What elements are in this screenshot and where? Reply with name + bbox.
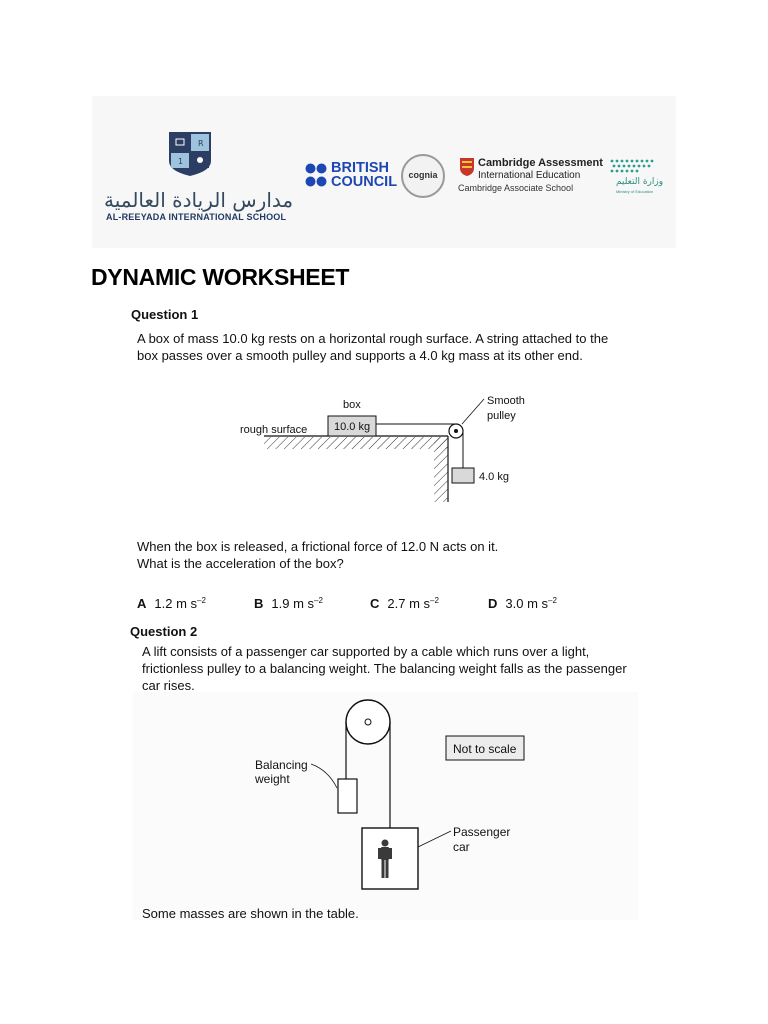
pulley-label-1: Smooth: [487, 395, 525, 407]
car-pointer: [418, 831, 451, 847]
car-label-2: car: [453, 840, 470, 854]
question1-text: [137, 330, 608, 364]
question1-text-line1: A box of mass 10.0 kg rests on a horizontal rough surface. A string attached to the: [137, 331, 609, 346]
question1-text-line2: box passes over a smooth pulley and supports a 4.0 kg mass at its other end.: [137, 348, 583, 363]
pulley-label-2: pulley: [487, 410, 516, 422]
option-d-value: 3.0 m s: [505, 596, 549, 611]
question1-prompt-line2: What is the acceleration of the box?: [137, 556, 344, 571]
british-council-dots-icon: [305, 162, 327, 188]
weight-label-2: weight: [255, 772, 290, 786]
ministry-name-english: Ministry of Education: [616, 189, 654, 194]
cognia-logo: [401, 154, 445, 198]
option-b-letter: B: [254, 596, 264, 611]
question2-text-line2: frictionless pulley to a balancing weight. The balancing weight falls as the passenger: [142, 661, 627, 676]
option-c-letter: C: [370, 596, 380, 611]
option-d-exponent: –2: [548, 596, 557, 605]
question2-label: Question 2: [130, 624, 198, 639]
weight-label-1: Balancing: [255, 758, 308, 772]
shield-letter-r: R: [198, 139, 204, 148]
option-d-letter: D: [488, 596, 498, 611]
surface-label: rough surface: [240, 424, 308, 436]
shield-letter-1: 1: [178, 157, 184, 166]
option-c-value: 2.7 m s: [387, 596, 431, 611]
pulley-axle: [454, 429, 458, 433]
option-b-exponent: –2: [314, 596, 323, 605]
question1-prompt-line1: When the box is released, a frictional force of 12.0 N acts on it.: [137, 539, 499, 554]
question2-text-line1: A lift consists of a passenger car supported by a cable which runs over a light,: [142, 644, 590, 659]
school-shield-logo: [168, 131, 212, 177]
wall-hatching: [434, 437, 448, 502]
cambridge-line2: International Education: [478, 170, 581, 181]
box-label: box: [343, 399, 361, 411]
weight-pointer: [311, 764, 337, 788]
option-c[interactable]: [370, 596, 439, 611]
ministry-name-arabic: وزارة التعليم: [616, 177, 664, 187]
pulley-pointer: [462, 399, 484, 424]
option-a-letter: A: [137, 596, 147, 611]
option-a[interactable]: [137, 596, 206, 611]
cambridge-line3: Cambridge Associate School: [458, 183, 574, 193]
surface-hatching: [264, 437, 448, 449]
cambridge-crest-icon: [459, 157, 475, 177]
balancing-weight-shape: [338, 779, 357, 813]
option-b[interactable]: [254, 596, 323, 611]
cognia-text: cognia: [408, 170, 438, 180]
box-mass-label: 10.0 kg: [334, 421, 371, 433]
british-council-line1: BRITISH: [331, 160, 389, 176]
cambridge-line1: Cambridge Assessment: [478, 157, 603, 169]
school-name-english: AL-REEYADA INTERNATIONAL SCHOOL: [106, 212, 287, 222]
ministry-logo-icon: [609, 158, 655, 174]
question2-footer: Some masses are shown in the table.: [142, 906, 359, 921]
option-a-exponent: –2: [197, 596, 206, 605]
question2-diagram: [133, 692, 638, 920]
british-council-logo: [331, 161, 397, 189]
scale-note: Not to scale: [453, 742, 517, 756]
car-label-1: Passenger: [453, 825, 511, 839]
page-title: DYNAMIC WORKSHEET: [91, 264, 350, 290]
question1-prompt: [137, 538, 498, 572]
question1-diagram: [230, 384, 530, 510]
hanging-mass-label: 4.0 kg: [479, 471, 509, 483]
option-c-exponent: –2: [430, 596, 439, 605]
question1-label: Question 1: [131, 307, 199, 322]
lift-pulley-axle: [365, 719, 371, 725]
option-b-value: 1.9 m s: [271, 596, 315, 611]
question2-text-line3: car rises.: [142, 678, 195, 693]
hanging-mass-shape: [452, 468, 474, 483]
british-council-line2: COUNCIL: [331, 174, 398, 190]
option-d[interactable]: [488, 596, 557, 611]
school-name-arabic: مدارس الريادة العالمية: [104, 188, 294, 212]
option-a-value: 1.2 m s: [154, 596, 198, 611]
question2-text: [142, 643, 627, 694]
